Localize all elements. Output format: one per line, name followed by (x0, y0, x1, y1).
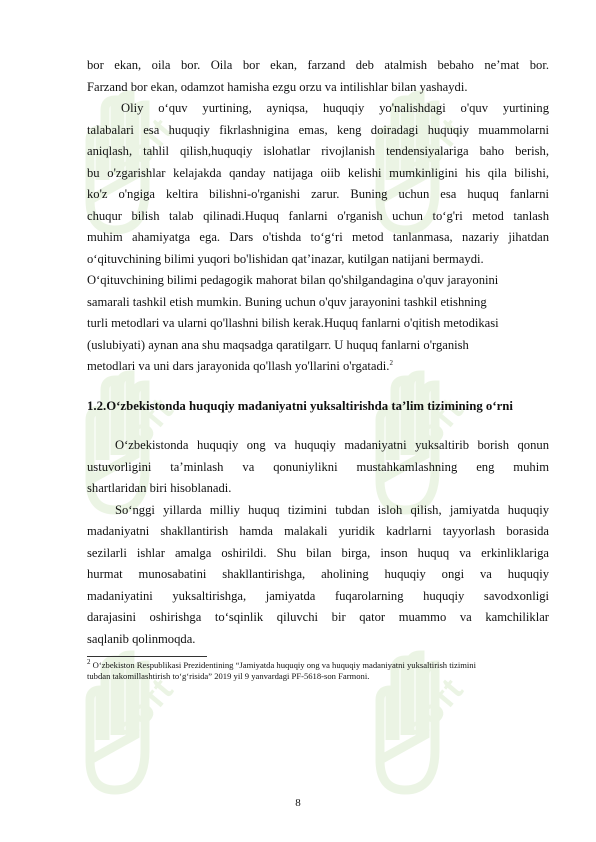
spacer (87, 378, 549, 396)
text-line: O‘qituvchining bilimi pedagogik mahorat bilan qo'shilgandagina o'quv jarayonini (87, 273, 499, 287)
footnote-text-line: O‘zbekiston Respublikasi Prezidentining “Jamiyatda huquqiy ong va huquqiy madaniyatni yuksaltirish tizimini (90, 660, 476, 670)
text-line-content: metodlari va uni dars jarayonida qo'llash yo'llarini o'rgatadi. (87, 359, 390, 373)
text-line: (uslubiyati) aynan ana shu maqsadga qaratilgarr. U huquq fanlarni o'rganish (87, 337, 469, 352)
footnote-text-line: tubdan takomillashtirish to‘g‘risida” 2019 yil 9 yanvardagi PF-5618-son Farmoni. (87, 671, 370, 681)
footnote-divider (87, 656, 207, 657)
text-line: So‘nggi yillarda milliy huquq tizimini tubdan isloh qilish, jamiyatda huquqiy (115, 502, 549, 517)
footnote (87, 660, 549, 671)
text-line: ustuvorligini ta’minlash va qonuniylikni mustahkamlashning eng muhim (87, 459, 549, 474)
text-line: bu o'zgarishlar kelajakda qanday natijaga oiib kelishi mumkinligini his qila bilishi, (87, 165, 549, 180)
text-line: O‘zbekistonda huquqiy ong va huquqiy madaniyatni yuksaltirib borish qonun (115, 438, 549, 452)
text-line: saqlanib qolinmoqda. (87, 631, 196, 646)
text-line: o‘qituvchining bilimi yuqori bo'lishidan qat’inazar, kutilgan natijani bermaydi. (87, 251, 484, 266)
text-line: ko'z o'ngiga keltira bilishni-o'rganishi zarur. Buning uchun esa huquq fanlarni (87, 187, 549, 201)
text-line: sezilarli ishlar amalga oshirildi. Shu bilan birga, inson huquq va erkinliklariga (87, 545, 549, 560)
text-line: talabalari esa huquqiy fikrlashnigina emas, keng doiradagi huquqiy muammolarni (87, 122, 549, 137)
text-line: madaniyatni shakllantirish hamda malakali yuridik kadrlarni tayyorlash borasida (87, 524, 549, 538)
watermark-text: soft (107, 670, 182, 749)
page-number: 8 (295, 797, 301, 809)
text-line: shartlaridan biri hisoblanadi. (87, 481, 232, 495)
watermark-text: soft (397, 390, 472, 469)
section-heading: 1.2.O‘zbekistonda huquqiy madaniyatni yuksaltirishda ta’lim tizimining o‘rni (87, 398, 513, 413)
text-line: turli metodlari va ularni qo'llashni bilish kerak.Huquq fanlarni o'qitish metodikasi (87, 316, 499, 330)
footnote-reference[interactable]: 2 (389, 358, 393, 367)
text-line: Oliy o‘quv yurtining, ayniqsa, huquqiy yo'nalishdagi o'quv yurtining (121, 101, 549, 115)
document-body (87, 55, 549, 682)
text-line: Farzand bor ekan, odamzot hamisha ezgu orzu va intilishlar bilan yashaydi. (87, 79, 468, 94)
watermark-text: soft (107, 390, 182, 469)
text-line: darajasini oshirishga to‘sqinlik qiluvchi bir qator muammo va kamchiliklar (87, 610, 549, 624)
watermark-text: soft (397, 110, 472, 189)
text-line: chuqur bilish talab qilinadi.Huquq fanlarni o'rganish uchun to‘g'ri metod tanlash (87, 208, 549, 223)
text-line: bor ekan, oila bor. Oila bor ekan, farzand deb atalmish bebaho ne’mat bor. (87, 58, 549, 72)
text-line: hurmat munosabatini shakllantirishga, aholining huquqiy ongi va huquqiy (87, 567, 549, 581)
text-line: aniqlash, tahlil qilish,huquqiy islohatlar rivojlanish tendensiyalariga baho berish, (87, 144, 549, 158)
footnote-number: 2 (87, 658, 91, 667)
text-line: samarali tashkil etish mumkin. Buning uchun o'quv jarayonini tashkil etishning (87, 294, 487, 309)
text-line (87, 356, 549, 378)
spacer (87, 417, 549, 435)
watermark-text: soft (107, 110, 182, 189)
watermark-text: soft (397, 670, 472, 749)
text-line: madaniyatini yuksaltirishga, jamiyatda fuqarolarning huquqiy savodxonligi (87, 588, 549, 603)
text-line: muhim ahamiyatga ega. Dars o'tishda to‘g‘ri metod tanlanmasa, nazariy jihatdan (87, 230, 549, 244)
